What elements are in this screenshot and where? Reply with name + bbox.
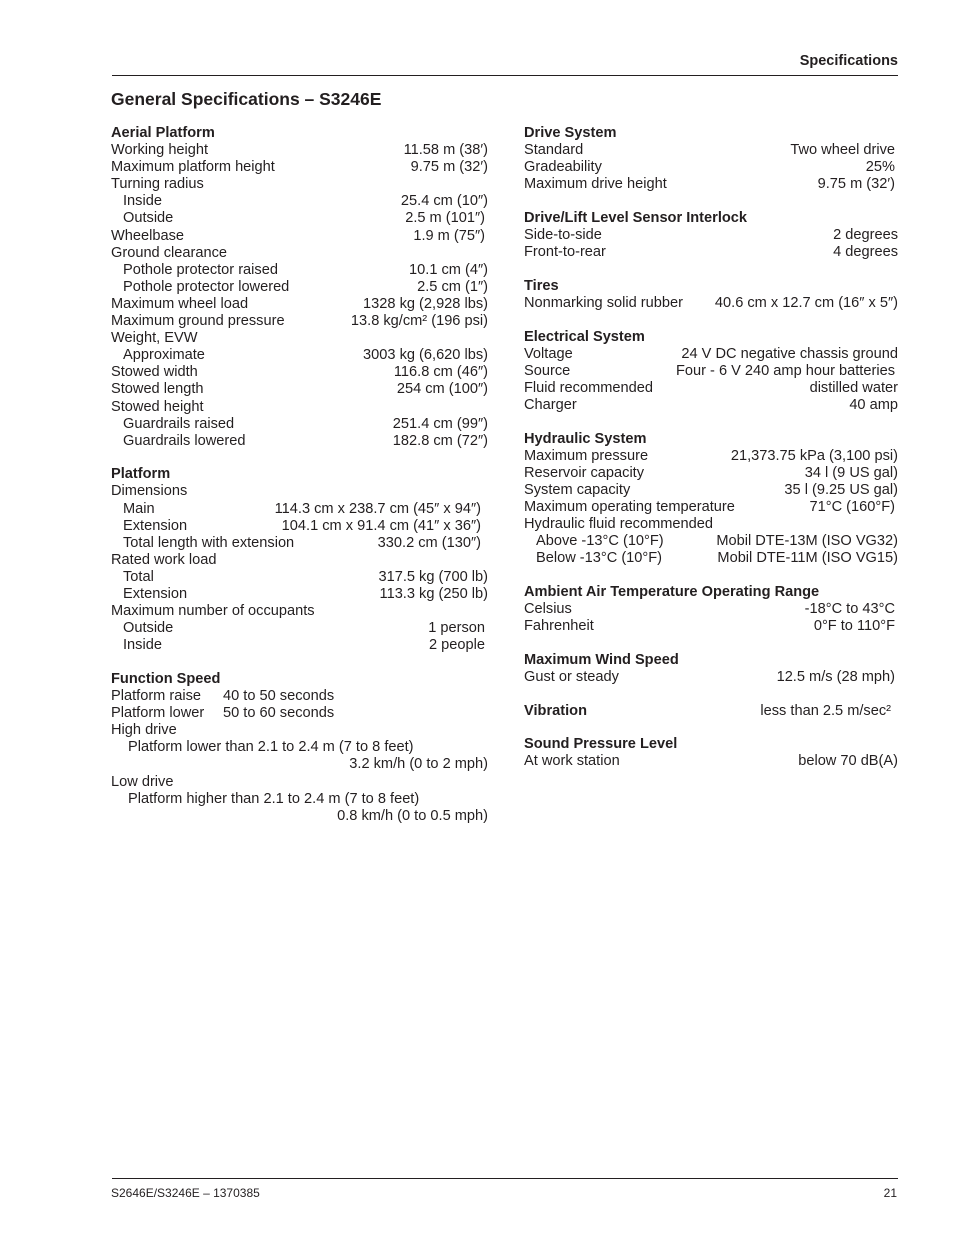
spec-row [111, 142, 488, 159]
section-title: Vibration [524, 702, 587, 719]
spec-label: Voltage [524, 345, 573, 362]
hydraulic-section [524, 431, 898, 568]
spec-row [111, 620, 488, 637]
spec-value: 13.8 kg/cm² (196 psi) [350, 313, 488, 330]
spec-label: Above -13°C (10°F) [536, 533, 664, 550]
spec-value: 9.75 m (32′) [817, 176, 895, 193]
drive-system-section [524, 125, 898, 193]
section-title: Aerial Platform [111, 125, 215, 141]
spec-value: below 70 dB(A) [798, 753, 898, 770]
sound-pressure-section [524, 736, 898, 770]
spec-row [111, 637, 488, 654]
spec-value: 2 people [429, 637, 485, 654]
interlock-section [524, 210, 898, 261]
spec-label: Nonmarking solid rubber [524, 294, 683, 311]
spec-label: Approximate [123, 347, 205, 364]
spec-row [524, 380, 898, 397]
spec-row [524, 533, 898, 550]
spec-value: 0°F to 110°F [813, 618, 895, 635]
spec-value: 40 amp [849, 397, 898, 413]
spec-label: Maximum operating temperature [524, 499, 735, 516]
spec-value: 113.3 kg (250 lb) [379, 586, 488, 603]
spec-value: 10.1 cm (4″) [409, 261, 488, 278]
spec-value: 25% [865, 159, 895, 176]
spec-label: Maximum drive height [524, 176, 667, 193]
spec-group-label: Weight, EVW [111, 330, 198, 347]
spec-label: At work station [524, 753, 620, 770]
spec-row [111, 313, 488, 330]
spec-value: Mobil DTE-13M (ISO VG32) [716, 533, 898, 550]
spec-value: 34 l (9 US gal) [804, 464, 898, 481]
spec-row [111, 228, 488, 245]
spec-value: 9.75 m (32′) [410, 159, 488, 176]
spec-label: Maximum platform height [111, 159, 275, 176]
spec-row [111, 210, 488, 227]
spec-label: Outside [123, 210, 174, 227]
spec-row [524, 550, 898, 567]
spec-row [111, 262, 488, 279]
spec-value: 40 to 50 seconds [223, 688, 335, 705]
spec-value: 3.2 km/h (0 to 2 mph) [349, 756, 488, 773]
spec-value: 0.8 km/h (0 to 0.5 mph) [337, 807, 488, 824]
spec-value: Two wheel drive [790, 142, 895, 159]
spec-row [111, 705, 488, 722]
spec-value: 35 l (9.25 US gal) [784, 481, 898, 498]
spec-value: Mobil DTE-11M (ISO VG15) [717, 550, 898, 567]
spec-row [524, 142, 898, 159]
section-title: Drive/Lift Level Sensor Interlock [524, 209, 748, 226]
spec-value: 317.5 kg (700 lb) [378, 568, 488, 585]
spec-label: Stowed width [111, 364, 198, 381]
spec-row [524, 363, 898, 380]
spec-row [524, 244, 898, 261]
spec-row [111, 501, 488, 518]
tires-section [524, 278, 898, 312]
spec-label: Extension [123, 517, 188, 534]
spec-value: 50 to 60 seconds [223, 705, 335, 722]
spec-label: Inside [123, 637, 162, 654]
spec-value: 2 degrees [833, 227, 898, 244]
spec-value: less than 2.5 m/sec² [760, 702, 891, 719]
platform-section [111, 466, 488, 654]
spec-label: Total [123, 568, 154, 585]
spec-row [524, 618, 898, 635]
spec-value: -18°C to 43°C [804, 601, 895, 618]
spec-label: Celsius [524, 601, 572, 618]
left-column [111, 125, 488, 841]
spec-label: Working height [111, 142, 209, 159]
section-title: Maximum Wind Speed [524, 651, 679, 668]
spec-group-label: Maximum number of occupants [111, 603, 315, 620]
spec-row [524, 753, 898, 770]
spec-value: 2.5 m (101″) [405, 210, 485, 227]
spec-row [524, 176, 898, 193]
spec-row [524, 295, 898, 312]
running-header: Specifications [799, 53, 898, 69]
spec-row [524, 346, 898, 363]
spec-row [111, 518, 488, 535]
spec-value: 1 person [428, 620, 485, 637]
spec-row [524, 482, 898, 499]
spec-label: System capacity [524, 481, 631, 498]
spec-value: 104.1 cm x 91.4 cm (41″ x 36″) [281, 517, 481, 534]
spec-row [111, 416, 488, 433]
footer-doc-id: S2646E/S3246E – 1370385 [111, 1186, 260, 1200]
spec-row [111, 433, 488, 450]
spec-label: Reservoir capacity [524, 464, 645, 481]
spec-value: Four - 6 V 240 amp hour batteries [675, 362, 895, 379]
spec-value: 4 degrees [833, 244, 898, 261]
spec-row [111, 296, 488, 313]
spec-row [524, 601, 898, 618]
spec-value: 114.3 cm x 238.7 cm (45″ x 94″) [274, 500, 481, 517]
spec-value: 1328 kg (2,928 lbs) [363, 295, 488, 312]
section-title: Hydraulic System [524, 430, 647, 447]
spec-label: Maximum wheel load [111, 295, 249, 312]
spec-row [524, 703, 898, 720]
section-title: Drive System [524, 125, 617, 141]
spec-group-label: Ground clearance [111, 244, 228, 261]
spec-value: 24 V DC negative chassis ground [681, 345, 898, 362]
spec-group-label: Stowed height [111, 398, 204, 415]
spec-group-label: Turning radius [111, 176, 204, 193]
spec-value: 1.9 m (75″) [413, 227, 485, 244]
spec-label: Platform raise [111, 688, 202, 705]
section-title: Sound Pressure Level [524, 736, 678, 753]
spec-row [524, 227, 898, 244]
spec-label: Front-to-rear [524, 244, 606, 261]
spec-label: Pothole protector lowered [123, 278, 290, 295]
header-rule [112, 75, 898, 76]
footer-rule [112, 1178, 898, 1179]
spec-label: Platform lower than 2.1 to 2.4 m (7 to 8 feet) [128, 739, 414, 756]
spec-row [111, 688, 488, 705]
spec-value: 21,373.75 kPa (3,100 psi) [730, 447, 898, 464]
function-speed-section [111, 671, 488, 825]
section-title: Ambient Air Temperature Operating Range [524, 584, 820, 601]
section-title: Electrical System [524, 328, 645, 345]
spec-group-label: Rated work load [111, 551, 217, 568]
spec-group-label: Hydraulic fluid recommended [524, 516, 713, 533]
spec-label: Maximum pressure [524, 447, 649, 464]
spec-label: Main [123, 500, 155, 517]
spec-row [111, 347, 488, 364]
spec-row [111, 569, 488, 586]
spec-label: Platform lower [111, 705, 205, 722]
spec-value: 251.4 cm (99″) [392, 415, 488, 432]
vibration-section [524, 703, 898, 720]
wind-speed-section [524, 652, 898, 686]
spec-label: Stowed length [111, 381, 204, 398]
spec-row [524, 397, 898, 414]
spec-group-label: High drive [111, 722, 177, 739]
right-column [524, 125, 898, 787]
spec-group-label: Dimensions [111, 483, 188, 500]
ambient-temperature-section [524, 584, 898, 635]
spec-value: 182.8 cm (72″) [392, 432, 488, 449]
page-number: 21 [883, 1186, 897, 1200]
electrical-section [524, 329, 898, 414]
spec-label: Standard [524, 142, 584, 159]
spec-label: Source [524, 362, 571, 379]
spec-value: 2.5 cm (1″) [417, 278, 488, 295]
spec-row [111, 535, 488, 552]
spec-label: Side-to-side [524, 227, 602, 244]
spec-label: Platform higher than 2.1 to 2.4 m (7 to 8 feet) [128, 790, 420, 807]
spec-row [111, 381, 488, 398]
spec-label: Outside [123, 620, 174, 637]
spec-value: 11.58 m (38′) [403, 142, 488, 159]
section-title: Tires [524, 277, 559, 294]
spec-row [111, 193, 488, 210]
spec-row [524, 159, 898, 176]
spec-label: Gradeability [524, 159, 602, 176]
spec-value: 116.8 cm (46″) [393, 364, 488, 381]
section-title: Function Speed [111, 671, 221, 687]
spec-label: Fluid recommended [524, 379, 653, 396]
spec-label: Guardrails lowered [123, 432, 246, 449]
spec-row [111, 586, 488, 603]
spec-row [111, 159, 488, 176]
spec-value: 254 cm (100″) [396, 381, 488, 398]
spec-value: 71°C (160°F) [809, 499, 895, 516]
spec-value: 12.5 m/s (28 mph) [776, 669, 895, 685]
spec-label: Pothole protector raised [123, 261, 278, 278]
spec-label: Total length with extension [123, 534, 295, 551]
spec-row [524, 669, 898, 686]
spec-label: Gust or steady [524, 669, 619, 685]
spec-value: distilled water [809, 379, 898, 396]
spec-row [111, 364, 488, 381]
spec-label: Guardrails raised [123, 415, 235, 432]
spec-row [111, 279, 488, 296]
spec-value: 3003 kg (6,620 lbs) [363, 347, 488, 364]
page-title: General Specifications – S3246E [111, 89, 382, 109]
spec-label: Maximum ground pressure [111, 313, 285, 330]
spec-row [524, 448, 898, 465]
spec-value: 330.2 cm (130″) [377, 534, 481, 551]
spec-label: Extension [123, 586, 188, 603]
spec-label: Wheelbase [111, 227, 185, 244]
spec-value: 40.6 cm x 12.7 cm (16″ x 5″) [714, 294, 898, 311]
spec-label: Fahrenheit [524, 618, 594, 635]
section-title: Platform [111, 466, 171, 483]
spec-row [524, 465, 898, 482]
aerial-platform-section [111, 125, 488, 450]
spec-label: Inside [123, 193, 162, 210]
spec-group-label: Low drive [111, 773, 174, 790]
spec-row [524, 499, 898, 516]
spec-value: 25.4 cm (10″) [400, 193, 488, 210]
spec-label: Charger [524, 397, 577, 413]
spec-label: Below -13°C (10°F) [536, 550, 663, 567]
